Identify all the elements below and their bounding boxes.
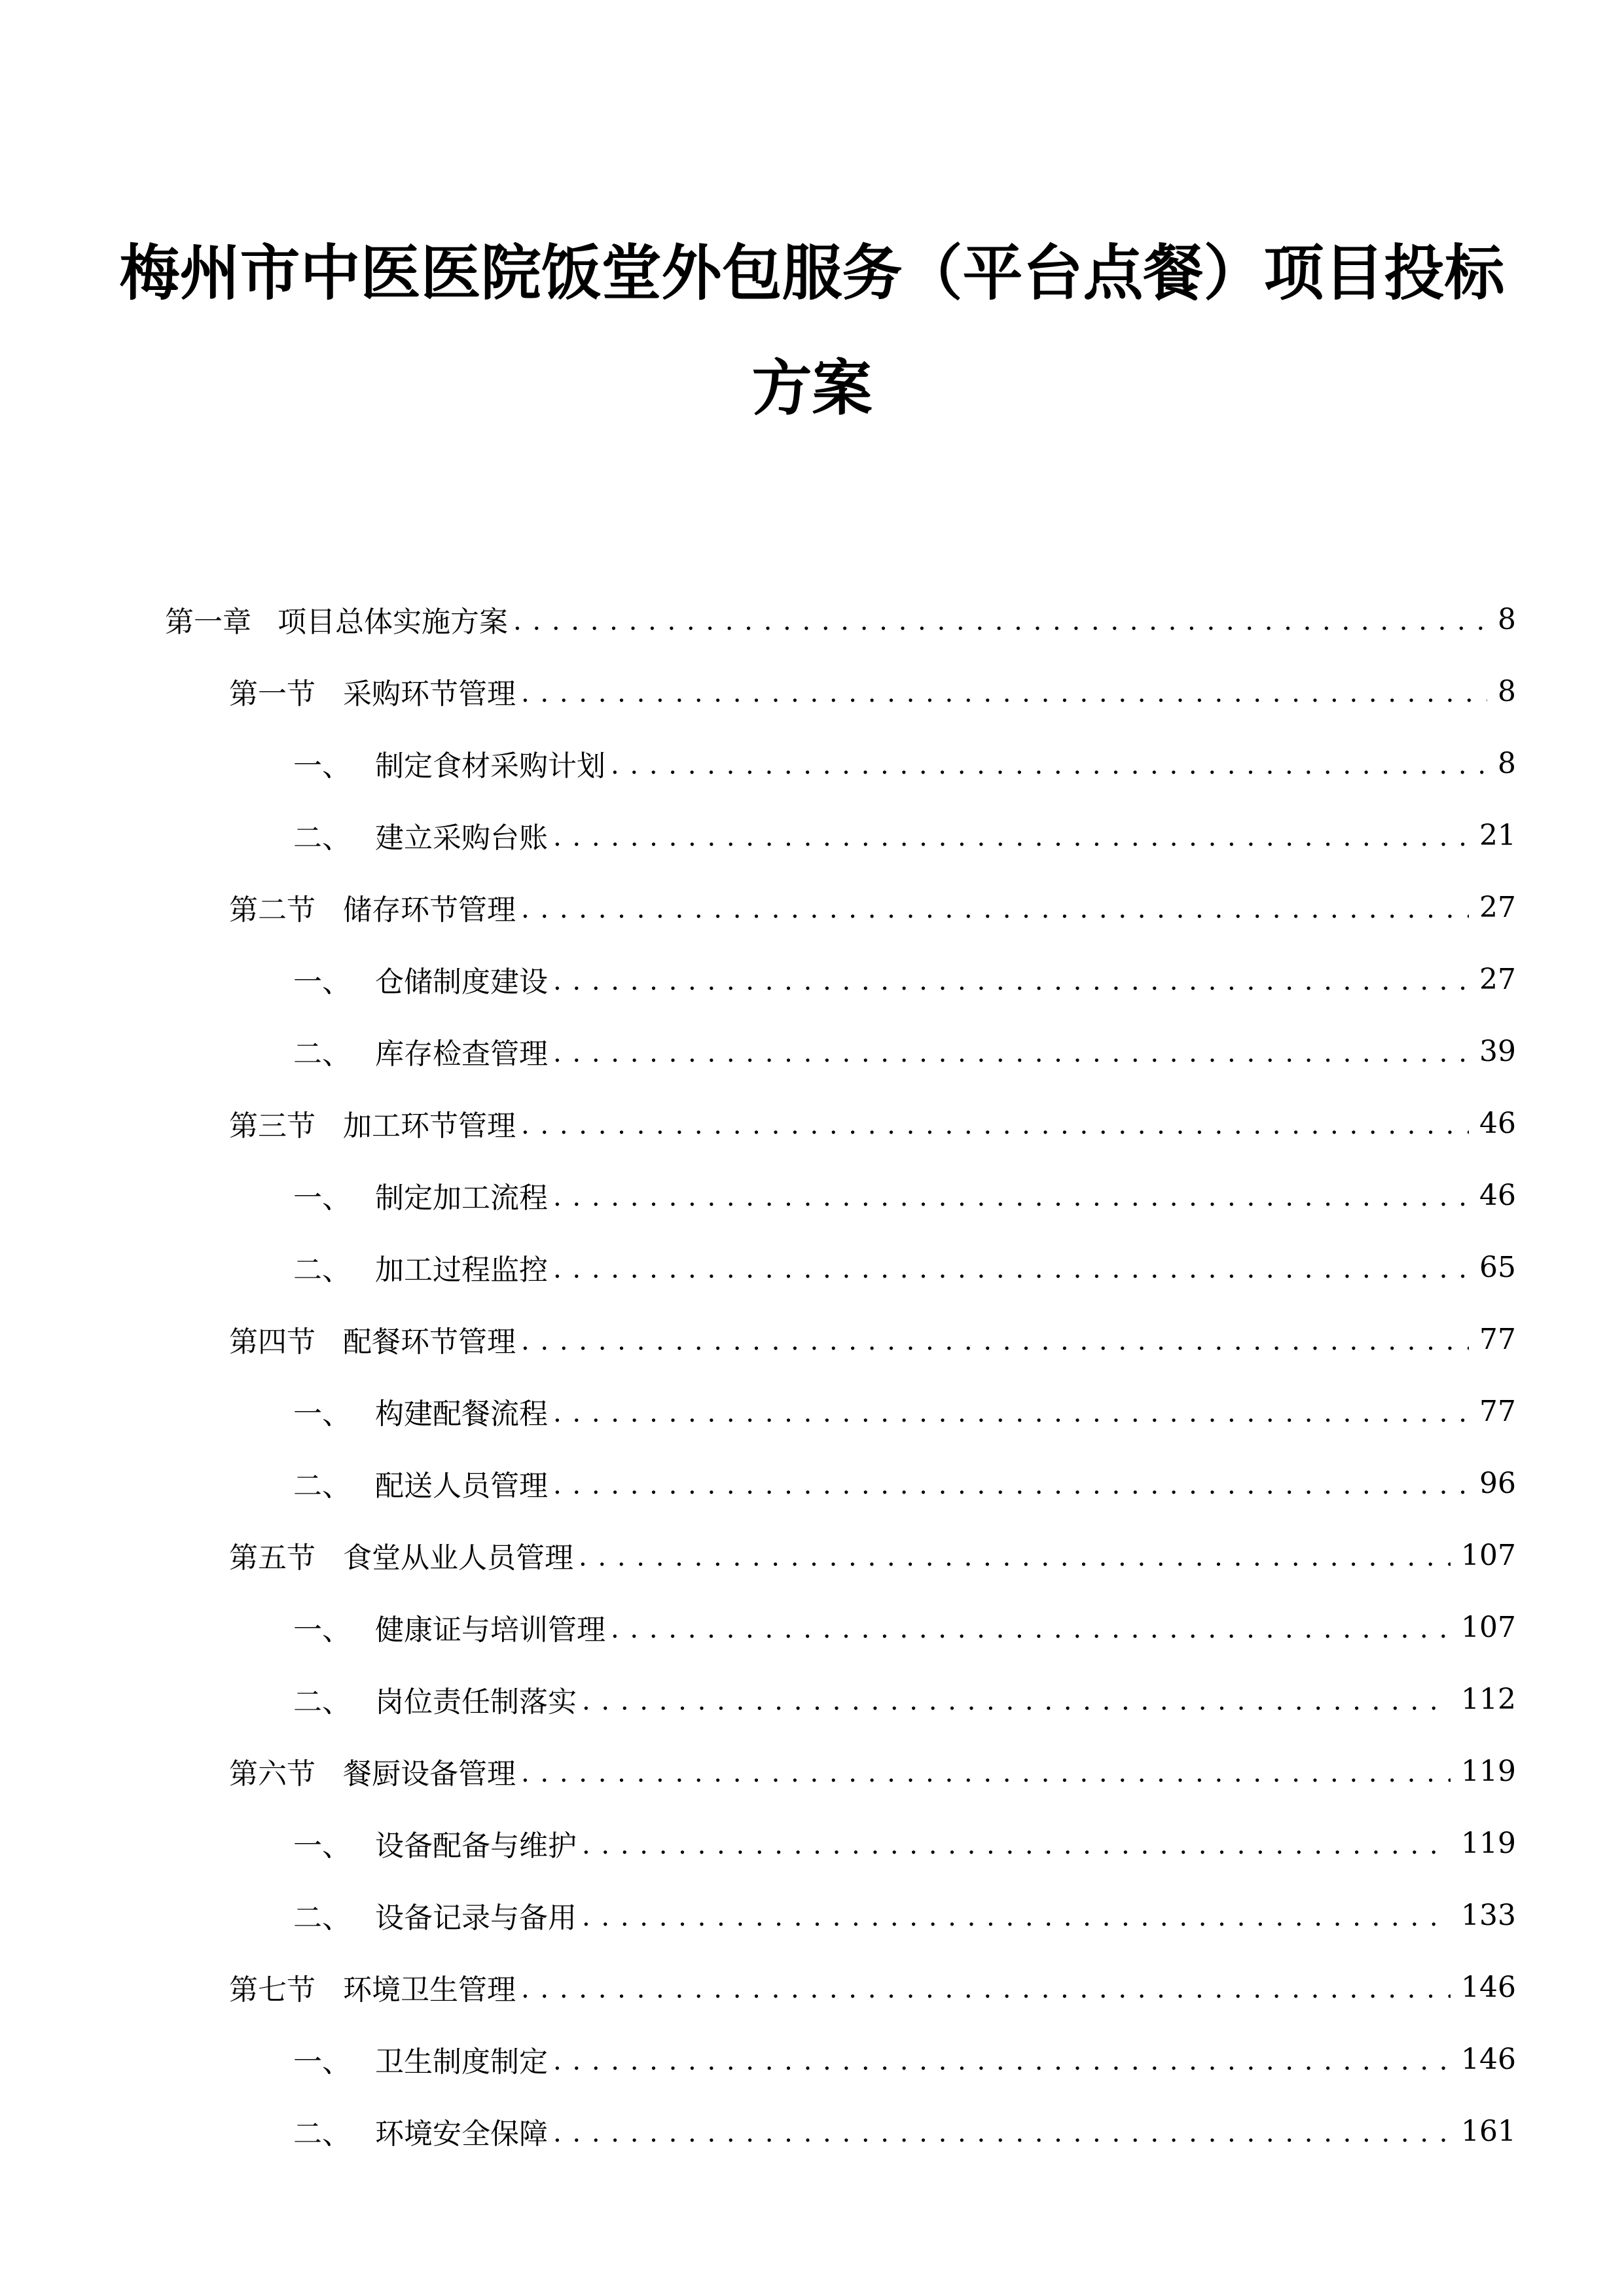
- toc-entry-section-3[interactable]: [229, 1103, 1516, 1143]
- toc-leader-dots: [553, 1175, 1469, 1215]
- toc-entry-page: 8: [1498, 602, 1516, 636]
- toc-entry-number: 一、: [293, 2045, 351, 2079]
- toc-entry-title: 库存检查管理: [375, 1037, 548, 1071]
- toc-entry-title: 健康证与培训管理: [375, 1613, 605, 1647]
- toc-entry-title: 构建配餐流程: [375, 1397, 548, 1431]
- toc-leader-dots: [553, 816, 1469, 855]
- toc-entry-item[interactable]: [293, 1175, 1516, 1215]
- toc-entry-page: 8: [1498, 674, 1516, 708]
- toc-entry-number: 第一章: [165, 605, 251, 639]
- toc-entry-page: 161: [1461, 2114, 1516, 2148]
- toc-entry-number: 二、: [293, 821, 351, 855]
- toc-leader-dots: [579, 1535, 1451, 1575]
- toc-entry-number: 一、: [293, 1613, 351, 1647]
- toc-entry-title: 岗位责任制落实: [375, 1685, 577, 1719]
- toc-entry-title: 仓储制度建设: [375, 965, 548, 999]
- toc-entry-item[interactable]: [293, 744, 1516, 783]
- toc-entry-number: 二、: [293, 1901, 351, 1935]
- toc-entry-page: 107: [1461, 1538, 1516, 1572]
- toc-entry-item[interactable]: [293, 816, 1516, 855]
- toc-entry-page: 8: [1498, 746, 1516, 780]
- toc-entry-number: 一、: [293, 1181, 351, 1215]
- toc-entry-chapter-1[interactable]: [165, 600, 1516, 639]
- toc-entry-page: 77: [1479, 1322, 1516, 1356]
- toc-entry-number: 第二节: [229, 893, 316, 927]
- toc-entry-title: 设备配备与维护: [375, 1829, 577, 1863]
- toc-entry-item[interactable]: [293, 2111, 1516, 2151]
- toc-entry-item[interactable]: [293, 1463, 1516, 1503]
- toc-entry-page: 146: [1461, 1970, 1516, 2004]
- toc-entry-title: 设备记录与备用: [375, 1901, 577, 1935]
- toc-leader-dots: [582, 1679, 1451, 1719]
- toc-entry-number: 第一节: [229, 677, 316, 711]
- toc-entry-number: 二、: [293, 1685, 351, 1719]
- toc-entry-page: 77: [1479, 1394, 1516, 1428]
- toc-entry-page: 146: [1461, 2042, 1516, 2076]
- toc-leader-dots: [553, 1463, 1469, 1503]
- toc-entry-page: 107: [1461, 1610, 1516, 1644]
- toc-leader-dots: [611, 744, 1487, 783]
- toc-leader-dots: [553, 960, 1469, 999]
- toc-entry-item[interactable]: [293, 1823, 1516, 1863]
- toc-entry-section-7[interactable]: [229, 1967, 1516, 2007]
- toc-entry-title: 制定加工流程: [375, 1181, 548, 1215]
- toc-entry-page: 27: [1479, 890, 1516, 924]
- toc-entry-section-2[interactable]: [229, 888, 1516, 927]
- toc-leader-dots: [553, 1031, 1469, 1071]
- toc-entry-number: 二、: [293, 1037, 351, 1071]
- toc-entry-item[interactable]: [293, 1607, 1516, 1647]
- toc-entry-number: 第三节: [229, 1109, 316, 1143]
- toc-entry-number: 二、: [293, 2117, 351, 2151]
- toc-entry-title: 餐厨设备管理: [343, 1757, 516, 1791]
- toc-leader-dots: [553, 2111, 1451, 2151]
- toc-entry-title: 加工环节管理: [343, 1109, 516, 1143]
- toc-leader-dots: [553, 1247, 1469, 1287]
- toc-entry-page: 46: [1479, 1106, 1516, 1140]
- document-title-line-1: 梅州市中医医院饭堂外包服务（平台点餐）项目投标: [119, 238, 1505, 308]
- toc-entry-number: 第七节: [229, 1973, 316, 2007]
- toc-entry-title: 加工过程监控: [375, 1253, 548, 1287]
- toc-entry-number: 二、: [293, 1469, 351, 1503]
- toc-entry-page: 119: [1461, 1754, 1516, 1788]
- toc-leader-dots: [553, 2039, 1451, 2079]
- toc-entry-title: 食堂从业人员管理: [343, 1541, 573, 1575]
- toc-entry-section-6[interactable]: [229, 1751, 1516, 1791]
- toc-entry-number: 第四节: [229, 1325, 316, 1359]
- toc-entry-page: 96: [1479, 1466, 1516, 1500]
- toc-entry-section-5[interactable]: [229, 1535, 1516, 1575]
- toc-entry-number: 一、: [293, 965, 351, 999]
- toc-entry-title: 项目总体实施方案: [278, 605, 508, 639]
- toc-entry-page: 27: [1479, 962, 1516, 996]
- toc-leader-dots: [582, 1823, 1451, 1863]
- toc-entry-item[interactable]: [293, 1895, 1516, 1935]
- toc-leader-dots: [513, 600, 1487, 639]
- toc-entry-title: 配送人员管理: [375, 1469, 548, 1503]
- toc-entry-title: 卫生制度制定: [375, 2045, 548, 2079]
- toc-entry-item[interactable]: [293, 1031, 1516, 1071]
- toc-leader-dots: [521, 1319, 1469, 1359]
- toc-entry-page: 39: [1479, 1034, 1516, 1068]
- toc-entry-section-1[interactable]: [229, 672, 1516, 711]
- toc-entry-page: 112: [1461, 1682, 1516, 1716]
- toc-entry-number: 第六节: [229, 1757, 316, 1791]
- toc-entry-number: 一、: [293, 1397, 351, 1431]
- toc-entry-title: 配餐环节管理: [343, 1325, 516, 1359]
- toc-entry-item[interactable]: [293, 1679, 1516, 1719]
- toc-entry-title: 储存环节管理: [343, 893, 516, 927]
- toc-entry-title: 环境安全保障: [375, 2117, 548, 2151]
- toc-entry-page: 65: [1479, 1250, 1516, 1284]
- toc-entry-page: 21: [1479, 818, 1516, 852]
- toc-entry-item[interactable]: [293, 2039, 1516, 2079]
- toc-leader-dots: [611, 1607, 1451, 1647]
- toc-entry-page: 119: [1461, 1826, 1516, 1860]
- toc-entry-title: 环境卫生管理: [343, 1973, 516, 2007]
- toc-entry-page: 46: [1479, 1178, 1516, 1212]
- toc-entry-number: 一、: [293, 749, 351, 783]
- toc-entry-title: 建立采购台账: [375, 821, 548, 855]
- toc-entry-number: 二、: [293, 1253, 351, 1287]
- document-title-line-2: 方案: [751, 353, 873, 423]
- toc-entry-item[interactable]: [293, 1247, 1516, 1287]
- toc-entry-number: 一、: [293, 1829, 351, 1863]
- toc-leader-dots: [582, 1895, 1451, 1935]
- toc-leader-dots: [521, 1103, 1469, 1143]
- toc-entry-title: 制定食材采购计划: [375, 749, 605, 783]
- toc-entry-number: 第五节: [229, 1541, 316, 1575]
- toc-entry-section-4[interactable]: [229, 1319, 1516, 1359]
- toc-leader-dots: [521, 1967, 1451, 2007]
- toc-entry-page: 133: [1461, 1898, 1516, 1932]
- toc-entry-item[interactable]: [293, 1391, 1516, 1431]
- toc-leader-dots: [553, 1391, 1469, 1431]
- toc-leader-dots: [521, 888, 1469, 927]
- toc-leader-dots: [521, 672, 1487, 711]
- toc-leader-dots: [521, 1751, 1451, 1791]
- toc-entry-title: 采购环节管理: [343, 677, 516, 711]
- toc-entry-item[interactable]: [293, 960, 1516, 999]
